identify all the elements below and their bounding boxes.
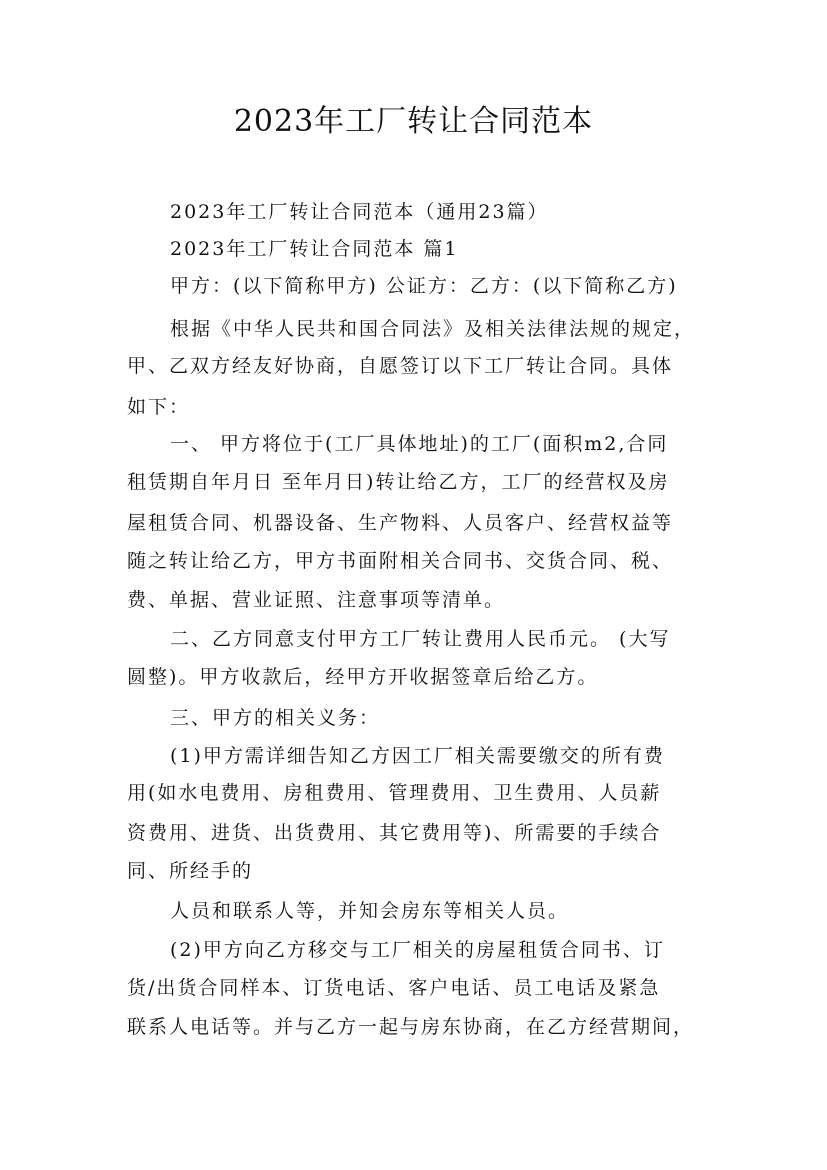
paragraph-line: 资费用、进货、出货费用、其它费用等)、所需要的手续合	[127, 822, 662, 844]
paragraph-line: 联系人电话等。并与乙方一起与房东协商，在乙方经营期间，	[127, 1016, 695, 1038]
paragraph-line: 同、所经手的	[127, 860, 254, 882]
paragraph-line: 用(如水电费用、房租费用、管理费用、卫生费用、人员薪	[127, 782, 662, 804]
paragraph-line: 如下：	[127, 396, 191, 418]
document-title: 2023年工厂转让合同范本	[233, 104, 594, 139]
paragraph-line: 租赁期自年月日 至年月日)转让给乙方，工厂的经营权及房	[127, 471, 670, 493]
paragraph-line: 货/出货合同样本、订货电话、客户电话、员工电话及紧急	[127, 977, 661, 999]
paragraph-line: (2)甲方向乙方移交与工厂相关的房屋租赁合同书、订	[170, 939, 665, 961]
paragraph-line: 人员和联系人等，并知会房东等相关人员。	[170, 900, 570, 922]
parties-line: 甲方：(以下简称甲方) 公证方：乙方：(以下简称乙方)	[170, 275, 678, 297]
paragraph-line: 甲、乙双方经友好协商，自愿签订以下工厂转让合同。具体	[127, 355, 674, 377]
subtitle-line: 2023年工厂转让合同范本（通用23篇）	[170, 201, 549, 223]
section-heading: 2023年工厂转让合同范本 篇1	[170, 238, 459, 260]
paragraph-line: 根据《中华人民共和国合同法》及相关法律法规的规定，	[170, 318, 696, 340]
paragraph-line: 三、甲方的相关义务：	[170, 707, 381, 729]
paragraph-line: 随之转让给乙方，甲方书面附相关合同书、交货合同、税、	[127, 550, 674, 572]
paragraph-line: 圆整)。甲方收款后，经甲方开收据签章后给乙方。	[127, 666, 599, 688]
paragraph-line: 二、乙方同意支付甲方工厂转让费用人民币元。 (大写	[170, 628, 671, 650]
paragraph-line: 费、单据、营业证照、注意事项等清单。	[127, 589, 506, 611]
paragraph-line: 一、 甲方将位于(工厂具体地址)的工厂(面积m2,合同	[170, 433, 669, 455]
paragraph-line: (1)甲方需详细告知乙方因工厂相关需要缴交的所有费	[170, 745, 665, 767]
paragraph-line: 屋租赁合同、机器设备、生产物料、人员客户、经营权益等	[127, 512, 674, 534]
